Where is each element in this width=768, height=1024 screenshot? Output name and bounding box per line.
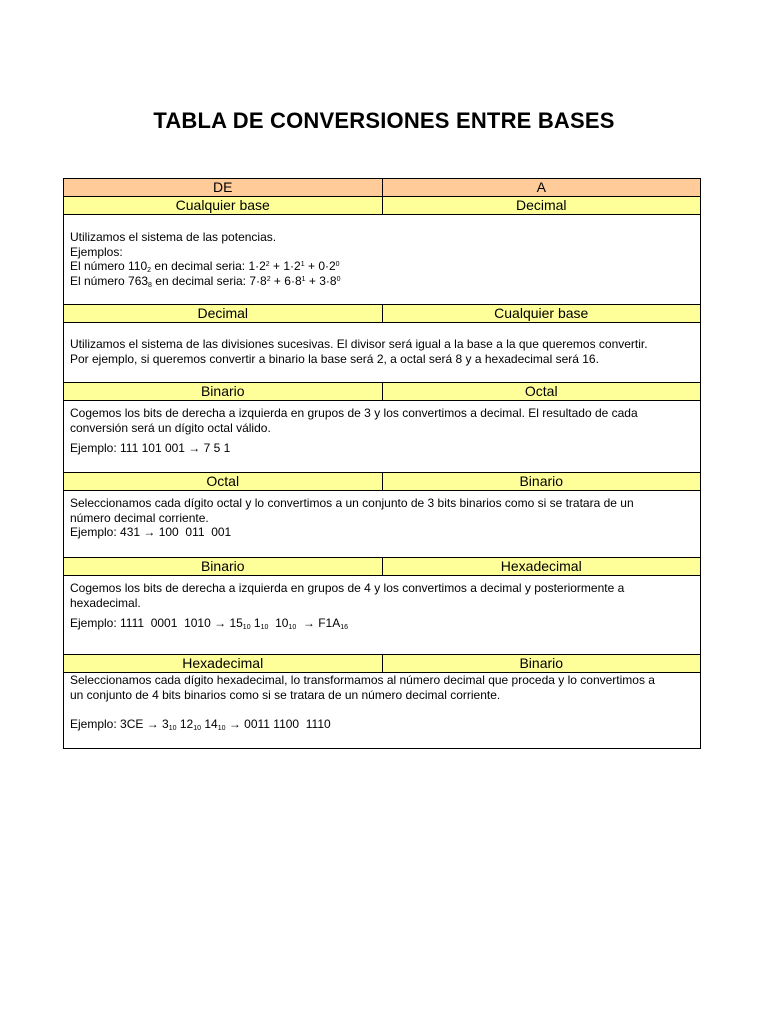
example-line: Ejemplo: $3CE \to 3_{10}$ $12_{10}$ $14_{10} \to 0011$ 1100 1110 bbox=[70, 717, 331, 732]
section-to: Cualquier base bbox=[382, 305, 701, 322]
description-line: Utilizamos el sistema de las divisiones sucesivas. El divisor será igual a la base a la que queremos convertir. bbox=[70, 337, 648, 351]
description-line: Seleccionamos cada dígito octal y lo convertimos a un conjunto de 3 bits binarios como si se tratara de un bbox=[70, 496, 634, 510]
description-line: Cogemos los bits de derecha a izquierda en grupos de 4 y los convertimos a decimal y posteriormente a bbox=[70, 581, 625, 595]
description-line: número decimal corriente. bbox=[70, 510, 209, 525]
header-to: A bbox=[382, 179, 701, 196]
section-to: Binario bbox=[382, 473, 701, 490]
example-line: Ejemplo: 111 101 001 → 7 5 1 bbox=[70, 441, 231, 455]
description-line: Por ejemplo, si queremos convertir a binario la base será 2, a octal será 8 y a hexadecimal será 16. bbox=[70, 351, 599, 366]
example-line: Ejemplo: 431 → 100 011 001 bbox=[70, 525, 232, 539]
description-line: hexadecimal. bbox=[70, 595, 141, 610]
section-body-decimal-to-any bbox=[64, 323, 700, 383]
section-from: Hexadecimal bbox=[182, 655, 264, 671]
section-body-hex-to-binary bbox=[64, 673, 700, 748]
section-from: Cualquier base bbox=[175, 197, 270, 213]
section-from: Binario bbox=[200, 558, 245, 574]
section-from: Binario bbox=[200, 383, 245, 399]
description-line: Ejemplos: bbox=[70, 244, 123, 259]
section-to: Binario bbox=[382, 655, 701, 672]
description-line: Seleccionamos cada dígito hexadecimal, lo transformamos al número decimal que proceda y lo convertimos a bbox=[70, 673, 655, 687]
section-to: Octal bbox=[382, 383, 701, 400]
section-to: Decimal bbox=[382, 197, 701, 214]
page-title: TABLA DE CONVERSIONES ENTRE BASES bbox=[153, 108, 615, 133]
section-from: Decimal bbox=[197, 305, 249, 321]
example-line: El número $110_2$ en decimal seria: $1\cdot 2^2 + 1\cdot 2^1 + 0\cdot 2^0$ bbox=[70, 259, 340, 274]
section-header-hex-to-binary bbox=[64, 655, 700, 673]
section-to: Hexadecimal bbox=[382, 558, 701, 575]
description-line: Cogemos los bits de derecha a izquierda en grupos de 3 y los convertimos a decimal. El resultado de cada bbox=[70, 406, 638, 420]
description-line: conversión será un dígito octal válido. bbox=[70, 420, 271, 435]
section-body-any-to-decimal bbox=[64, 215, 700, 305]
example-line: Ejemplo: 1111 0001 $1010 \to 15_{10}$ $1_{10}$ $10_{10} \to F1A_{16}$ bbox=[70, 616, 349, 631]
section-from: Octal bbox=[206, 473, 240, 489]
header-from: DE bbox=[213, 179, 233, 195]
description-line: un conjunto de 4 bits binarios como si se tratara de un número decimal corriente. bbox=[70, 687, 501, 702]
section-header-decimal-to-any bbox=[64, 305, 700, 323]
conversion-table bbox=[63, 178, 701, 749]
section-header-any-to-decimal bbox=[64, 197, 700, 215]
section-body-octal-to-binary bbox=[64, 491, 700, 558]
table-header-row bbox=[64, 179, 700, 197]
description-line: Utilizamos el sistema de las potencias. bbox=[70, 230, 277, 244]
section-header-octal-to-binary bbox=[64, 473, 700, 491]
section-header-binary-to-hex bbox=[64, 558, 700, 576]
section-body-binary-to-hex bbox=[64, 576, 700, 655]
example-line: El número $763_8$ en decimal seria: $7\cdot 8^2 + 6\cdot 8^1 + 3\cdot 8^0$ bbox=[70, 273, 341, 289]
section-body-binary-to-octal bbox=[64, 401, 700, 473]
section-header-binary-to-octal bbox=[64, 383, 700, 401]
